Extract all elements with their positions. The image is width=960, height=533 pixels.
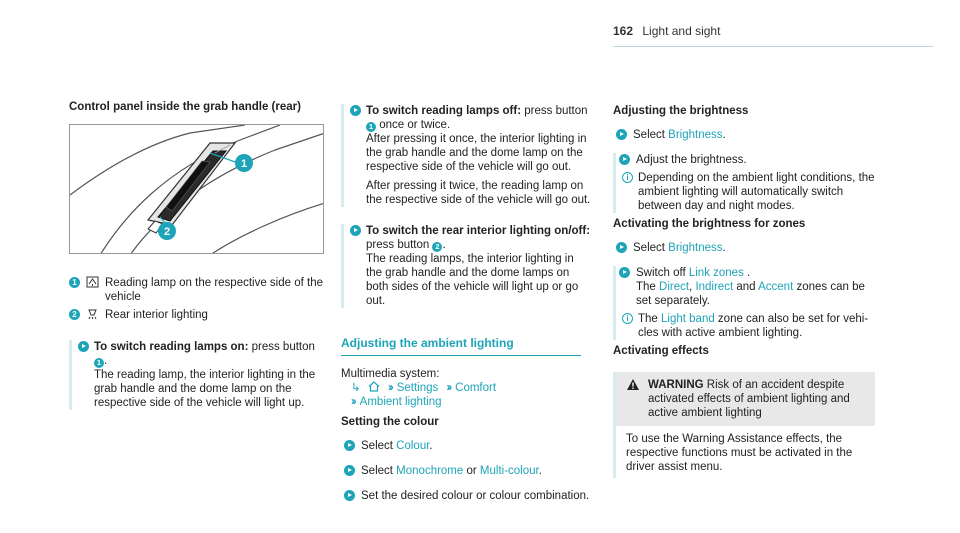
step-rear-interior-text: press button — [366, 239, 433, 251]
svg-text:1: 1 — [240, 158, 248, 170]
menu-ambient-lighting[interactable]: Ambient lighting — [359, 396, 442, 408]
chevron-right-icon: ›› — [351, 396, 355, 408]
legend-number-1: 1 — [69, 277, 80, 288]
svg-text:2: 2 — [163, 226, 171, 238]
left-column — [69, 100, 327, 412]
page-chapter-title: Light and sight — [642, 24, 721, 38]
set-colour-text: Set the desired colour or colour combination. — [361, 490, 590, 502]
legend-item-interior-lighting — [69, 308, 327, 322]
link-zones-link[interactable]: Link zones — [688, 267, 744, 279]
step-arrow-icon — [344, 465, 355, 476]
step-rear-interior-body: The reading lamps, the interior lighting in the grab handle and the dome lamps on both sides of the vehicle will light up or go out. — [366, 253, 579, 307]
page-header — [613, 24, 720, 38]
zones-block — [613, 266, 875, 340]
step-select-brightness: Select Brightness. — [613, 128, 875, 142]
step-arrow-icon — [616, 242, 627, 253]
menu-path — [341, 381, 591, 395]
step-arrow-icon — [344, 490, 355, 501]
step-select-colour: Select Colour. — [341, 439, 591, 453]
ambient-lighting-section-title: Adjusting the ambient lighting — [341, 336, 514, 350]
menu-settings[interactable]: Settings — [396, 382, 439, 394]
direct-link[interactable]: Direct — [659, 281, 690, 293]
menu-path-line2 — [341, 395, 591, 409]
step-set-colour — [341, 489, 591, 503]
info-icon: i — [622, 313, 633, 324]
step-arrow-icon — [78, 341, 89, 352]
brightness-link-2[interactable]: Brightness — [668, 242, 723, 254]
step-arrow-icon — [619, 154, 630, 165]
colour-link[interactable]: Colour — [396, 440, 430, 452]
select-text: Select — [633, 242, 669, 254]
step-arrow-icon — [344, 440, 355, 451]
step-select-mode: Select Monochrome or Multi-colour. — [341, 464, 591, 478]
info2-prefix: The — [638, 313, 662, 325]
menu-arrow-icon: ↳ — [351, 382, 361, 394]
step-switch-off-body-1: After pressing it once, the interior lighting in the grab handle and the dome lamp on the respective side of the vehicle will go out. — [366, 133, 587, 173]
info-note-day-night — [616, 171, 875, 213]
brightness-heading: Adjusting the brightness — [613, 105, 749, 117]
chevron-right-icon: ›› — [388, 382, 392, 394]
step-switch-on-period: . — [104, 355, 108, 367]
middle-column — [341, 104, 591, 505]
switch-off-text: Switch off — [636, 267, 689, 279]
info-note-light-band — [616, 312, 875, 340]
step-switch-off-body-2: After pressing it twice, the reading lamp on the respective side of the vehicle will go out. — [366, 180, 591, 206]
multimedia-label: Multimedia system: — [341, 368, 440, 380]
step-switch-off-text-b: once or twice. — [376, 119, 451, 131]
zones-text-a: The — [636, 281, 660, 293]
info-icon: i — [622, 172, 633, 183]
menu-comfort[interactable]: Comfort — [455, 382, 497, 394]
interior-light-icon — [86, 308, 99, 320]
info-note-day-night-text: Depending on the ambient light conditions, the ambient lighting will automatically switch between day and night modes. — [638, 172, 875, 212]
brightness-link[interactable]: Brightness — [668, 129, 723, 141]
step-switch-off-link-zones: Switch off Link zones . The Direct, Indirect and Accent zones can be set separately. — [616, 266, 875, 308]
legend-text-reading-lamp: Reading lamp on the respective side of the vehicle — [105, 277, 323, 303]
step-switch-on-body: The reading lamp, the interior lighting in the grab handle and the dome lamp on the respective side of the vehicle will light up. — [94, 369, 316, 409]
warning-title: Risk of an accident despite activated effects of ambient lighting and active ambient lighting — [648, 379, 850, 419]
step-arrow-icon — [350, 105, 361, 116]
step-switch-off-label: To switch reading lamps off: — [366, 105, 522, 117]
step-switch-on-label: To switch reading lamps on: — [94, 341, 249, 353]
control-panel-heading: Control panel inside the grab handle (rear) — [69, 101, 301, 113]
page-number: 162 — [613, 24, 634, 38]
chevron-right-icon: ›› — [446, 382, 451, 394]
step-rear-interior-label: To switch the rear interior lighting on/off: — [366, 225, 591, 237]
light-band-link[interactable]: Light band — [661, 313, 715, 325]
step-switch-off — [341, 104, 591, 207]
button-ref-1: 1 — [94, 358, 104, 368]
step-rear-interior-period: . — [442, 239, 446, 251]
warning-triangle-icon — [626, 378, 640, 391]
warning-body: To use the Warning Assistance effects, the respective functions must be activated in the driver assist menu. — [626, 433, 853, 473]
section-rule — [341, 355, 581, 356]
step-switch-on — [69, 340, 327, 410]
indirect-link[interactable]: Indirect — [695, 281, 734, 293]
step-arrow-icon — [350, 225, 361, 236]
warning-box — [613, 372, 875, 478]
select-text: Select — [361, 465, 397, 477]
warning-label: WARNING — [648, 379, 704, 391]
step-rear-interior — [341, 224, 591, 308]
brightness-adjust-block — [613, 153, 875, 213]
zones-heading: Activating the brightness for zones — [613, 218, 806, 230]
step-switch-on-text: press button — [248, 341, 315, 353]
accent-link[interactable]: Accent — [758, 281, 794, 293]
grab-handle-illustration — [70, 125, 324, 254]
legend-text-interior-lighting: Rear interior lighting — [105, 309, 208, 321]
effects-heading: Activating effects — [613, 345, 709, 357]
multi-colour-link[interactable]: Multi-colour — [479, 465, 539, 477]
select-text: Select — [633, 129, 669, 141]
step-adjust-brightness — [616, 153, 875, 167]
step-arrow-icon — [619, 267, 630, 278]
button-ref-2: 2 — [432, 242, 442, 252]
setting-colour-heading: Setting the colour — [341, 416, 439, 428]
reading-lamp-icon — [86, 276, 99, 288]
and-text: and — [733, 281, 759, 293]
adjust-brightness-text: Adjust the brightness. — [636, 154, 747, 166]
or-text: or — [463, 465, 480, 477]
grab-handle-figure — [69, 124, 324, 254]
warning-header — [616, 372, 875, 426]
step-select-brightness-zones: Select Brightness. — [613, 241, 875, 255]
header-rule — [613, 46, 933, 47]
legend-item-reading-lamp — [69, 276, 327, 304]
zones-text-b: zones can be set separately. — [636, 281, 865, 307]
home-icon — [368, 381, 380, 392]
select-text: Select — [361, 440, 397, 452]
info2-suffix: zone can also be set for vehicles with active ambient lighting. — [638, 313, 869, 339]
button-ref-1: 1 — [366, 122, 376, 132]
legend-number-2: 2 — [69, 309, 80, 320]
monochrome-link[interactable]: Monochrome — [396, 465, 464, 477]
step-switch-off-text: press button — [521, 105, 588, 117]
step-arrow-icon — [616, 129, 627, 140]
right-column — [613, 104, 875, 478]
